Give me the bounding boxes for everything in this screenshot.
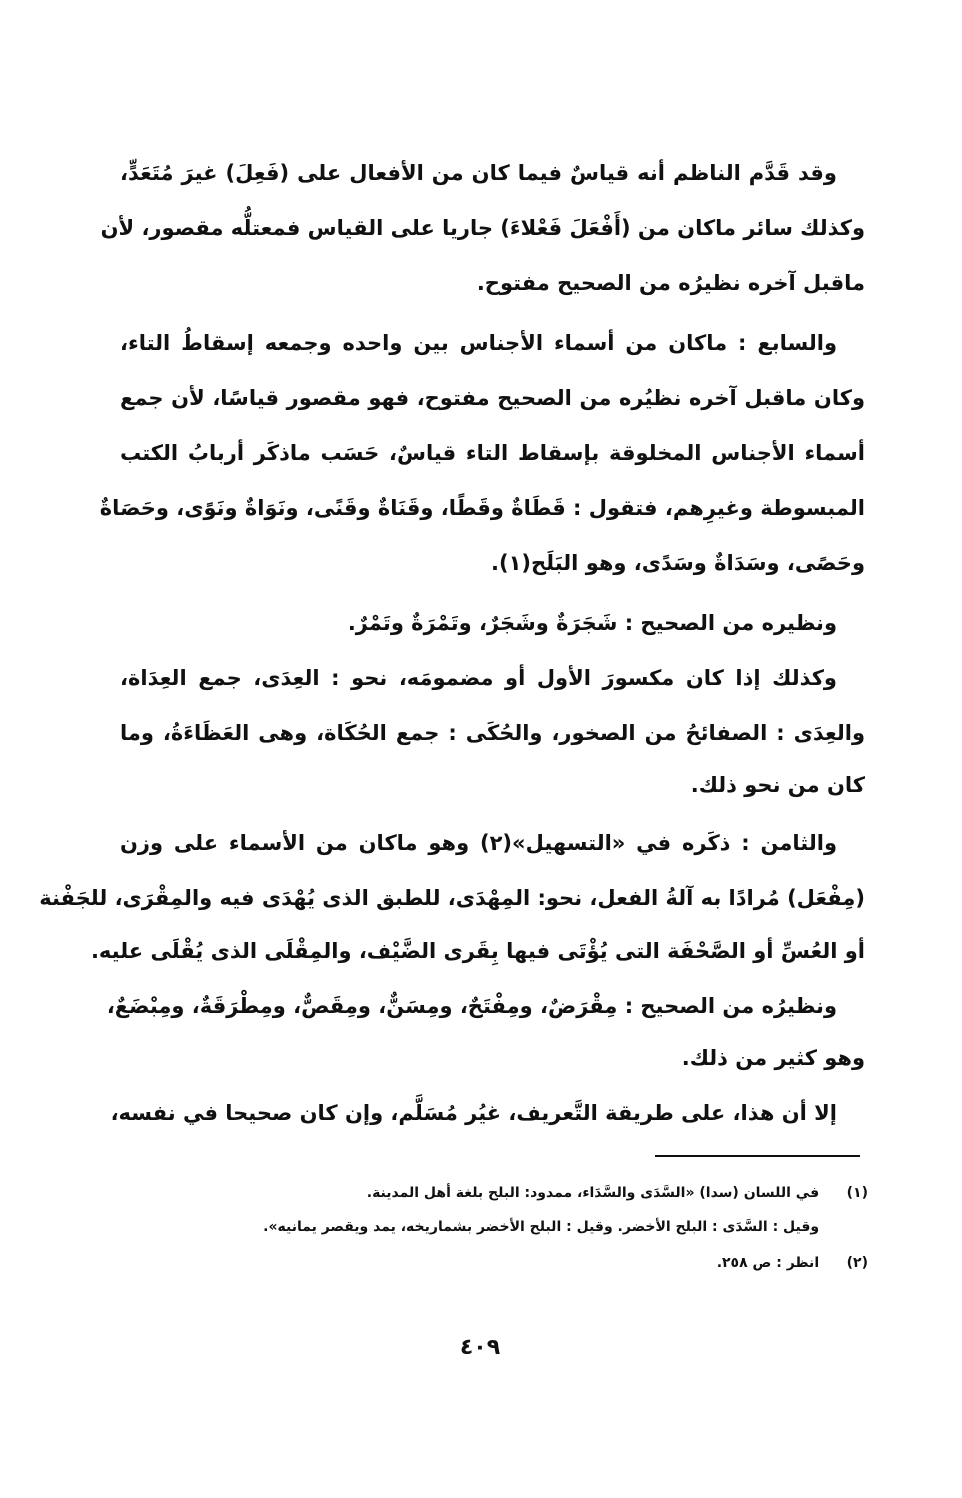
text-line: والسابع : ماكان من أسماء الأجناس بين واحده وجمعه إسقاطُ التاء، [120,331,837,355]
text-line: المبسوطة وغيرِهم، فتقول : قَطَاةٌ وقَطًا، وقَنَاةٌ وقَنًى، ونَوَاةٌ ونَوًى، وحَصَاةٌ [99,496,865,520]
text-line: (مِفْعَل) مُرادًا به آلةُ الفعل، نحو: المِهْدَى، للطبق الذى يُهْدَى فيه والمِقْرَى، للجَفْنة [39,886,865,910]
footnote-separator [655,1155,860,1157]
text-line: ونظيرُه من الصحيح : مِقْرَضٌ، ومِفْتَحٌ، ومِسَنٌّ، ومِقَصٌّ، ومِطْرَقَةٌ، ومِبْضَعٌ، [106,994,837,1018]
footnote-text: انظر : ص ٢٥٨. [716,1255,820,1271]
text-line: إلا أن هذا، على طريقة التَّعريف، غيُر مُسَلَّم، وإن كان صحيحا في نفسه، [110,1101,837,1125]
text-line: ونظيره من الصحيح : شَجَرَةٌ وشَجَرٌ، وتَمْرَةٌ وتَمْرٌ. [347,611,837,635]
footnote-1-continued [200,1212,868,1242]
footnote-number: (١) [846,1185,868,1201]
footnote-number: (٢) [846,1255,868,1271]
text-line: أسماء الأجناس المخلوقة بإسقاط التاء قياسٌ، حَسَب ماذكَر أربابُ الكتب [120,441,865,465]
footnotes [200,1178,868,1288]
text-line: وكذلك إذا كان مكسورَ الأول أو مضمومَه، نحو : العِدَى، جمع العِدَاة، [120,666,837,690]
footnote-text: وقيل : السَّدَى : البلح الأخضر. وقيل : البلح الأخضر بشماريخه، يمد ويقصر يمانيه». [263,1219,820,1235]
footnote-2 [200,1248,868,1278]
text-line: والثامن : ذكَره في «التسهيل»(٢) وهو ماكان من الأسماء على وزن [120,831,837,855]
text-line: وكذلك سائر ماكان من (أَفْعَلَ فَعْلاءَ) جاريا على القياس فمعتلُّه مقصور، لأن [100,216,865,240]
text-line: والعِدَى : الصفائحُ من الصخور، والحُكَى : جمع الحُكَاة، وهى العَظَاءَةُ، وما [120,721,865,745]
main-text [39,145,865,1125]
page-number: ٤٠٩ [459,1335,501,1360]
text-line: وقد قَدَّم الناظم أنه قياسٌ فيما كان من الأفعال على (فَعِلَ) غيرَ مُتَعَدٍّ، [120,161,837,185]
text-line: وهو كثير من ذلك. [681,1046,865,1070]
text-line: وحَصًى، وسَدَاةٌ وسَدًى، وهو البَلَح(١). [491,551,865,575]
text-line: وكان ماقبل آخره نظيُره من الصحيح مفتوح، فهو مقصور قياسًا، لأن جمع [120,386,865,410]
text-line: ماقبل آخره نظيرُه من الصحيح مفتوح. [476,271,865,295]
footnote-text: في اللسان (سدا) «السَّدَى والسَّدَاء، ممدود: البلح بلغة أهل المدينة. [366,1185,820,1201]
text-line: أو العُسِّ أو الصَّحْفَة التى يُؤْتَى فيها بِقَرى الضَّيْف، والمِقْلَى الذى يُقْلَى عليه. [90,939,865,963]
text-line: كان من نحو ذلك. [690,773,865,797]
footnote-1 [200,1178,868,1208]
